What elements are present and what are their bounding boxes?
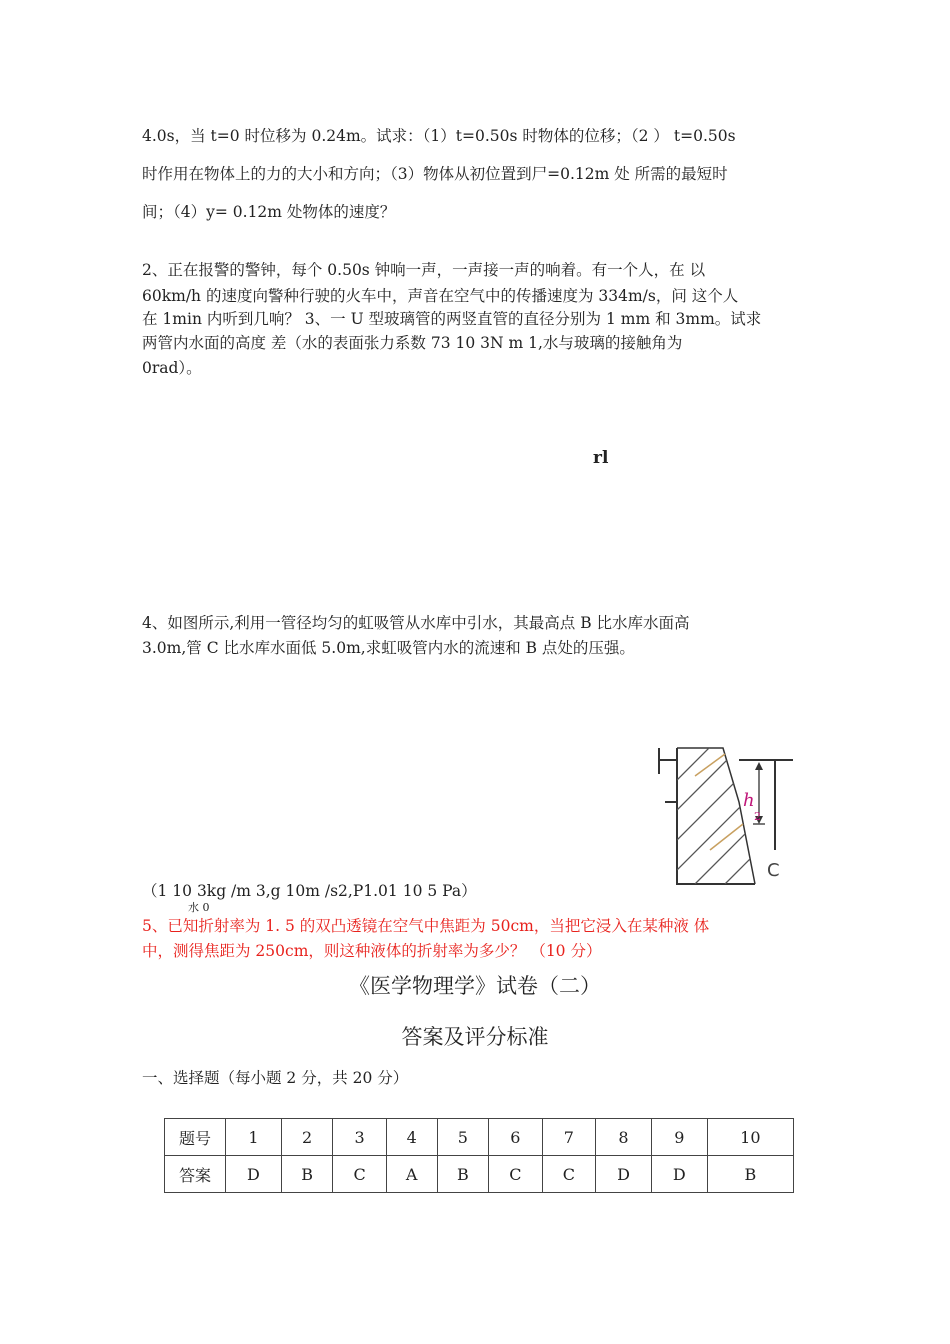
table-cell: 3 <box>333 1119 386 1156</box>
table-cell: 7 <box>542 1119 595 1156</box>
answer-table <box>164 1118 794 1193</box>
table-cell: B <box>707 1156 793 1193</box>
table-cell: A <box>386 1156 437 1193</box>
table-cell: D <box>226 1156 282 1193</box>
section-heading: 一、选择题（每小题 2 分，共 20 分） <box>142 1069 409 1087</box>
page-subtitle: 答案及评分标准 <box>401 1025 549 1049</box>
q4-line-1: 4、如图所示,利用一管径均匀的虹吸管从水库中引水，其最高点 B 比水库水面高 <box>142 614 690 632</box>
table-cell: 6 <box>489 1119 542 1156</box>
table-cell: 10 <box>707 1119 793 1156</box>
q2-line-4: 两管内水面的高度 差（水的表面张力系数 73 10 3N m 1,水与玻璃的接触角为 <box>142 334 683 352</box>
q4-line-2: 3.0m,管 C 比水库水面低 5.0m,求虹吸管内水的流速和 B 点处的压强。 <box>142 639 635 657</box>
q5-line-1: 5、已知折射率为 1. 5 的双凸透镜在空气中焦距为 50cm，当把它浸入在某种液 体 <box>142 917 710 935</box>
table-cell: 1 <box>226 1119 282 1156</box>
q4-constants-subscript: 水 0 <box>188 901 210 914</box>
q4-constants: （1 10 3kg /m 3,g 10m /s2,P1.01 10 5 Pa） <box>142 882 477 900</box>
table-cell: C <box>489 1156 542 1193</box>
siphon-figure <box>655 740 805 894</box>
table-cell: B <box>281 1156 333 1193</box>
table-cell: B <box>437 1156 489 1193</box>
table-cell: D <box>651 1156 707 1193</box>
h-subscript: 2 <box>754 810 761 823</box>
q2-line-2: 60km/h 的速度向警种行驶的火车中，声音在空气中的传播速度为 334m/s，问 这个人 <box>142 287 739 305</box>
table-cell: 4 <box>386 1119 437 1156</box>
c-label: C <box>767 860 780 881</box>
q2-line-1: 2、正在报警的警钟，每个 0.50s 钟响一声，一声接一声的响着。有一个人，在 以 <box>142 261 706 279</box>
q1-line-1: 4.0s，当 t=0 时位移为 0.24m。试求：（1）t=0.50s 时物体的位移；（2 ） t=0.50s <box>142 127 736 145</box>
page-title: 《医学物理学》试卷（二） <box>349 974 601 998</box>
table-cell: D <box>596 1156 652 1193</box>
table-header-cell: 答案 <box>165 1156 226 1193</box>
q1-line-3: 间；（4）y= 0.12m 处物体的速度？ <box>142 203 396 221</box>
siphon-diagram <box>655 740 805 890</box>
table-cell: 8 <box>596 1119 652 1156</box>
table-cell: C <box>333 1156 386 1193</box>
table-row <box>165 1156 794 1193</box>
table-row <box>165 1119 794 1156</box>
table-cell: 2 <box>281 1119 333 1156</box>
stray-mark: rl <box>593 448 609 468</box>
table-cell: C <box>542 1156 595 1193</box>
q2-line-5: 0rad）。 <box>142 359 202 377</box>
table-cell: 5 <box>437 1119 489 1156</box>
table-cell: 9 <box>651 1119 707 1156</box>
q5-line-2: 中，测得焦距为 250cm，则这种液体的折射率为多少？ （10 分） <box>142 942 602 960</box>
q1-line-2: 时作用在物体上的力的大小和方向；（3）物体从初位置到尸=0.12m 处 所需的最短时 <box>142 165 728 183</box>
q2-line-3: 在 1min 内听到几响？ 3、一 U 型玻璃管的两竖直管的直径分别为 1 mm 和 3mm。试求 <box>142 310 762 328</box>
table-header-cell: 题号 <box>165 1119 226 1156</box>
h-label: h <box>743 790 755 811</box>
